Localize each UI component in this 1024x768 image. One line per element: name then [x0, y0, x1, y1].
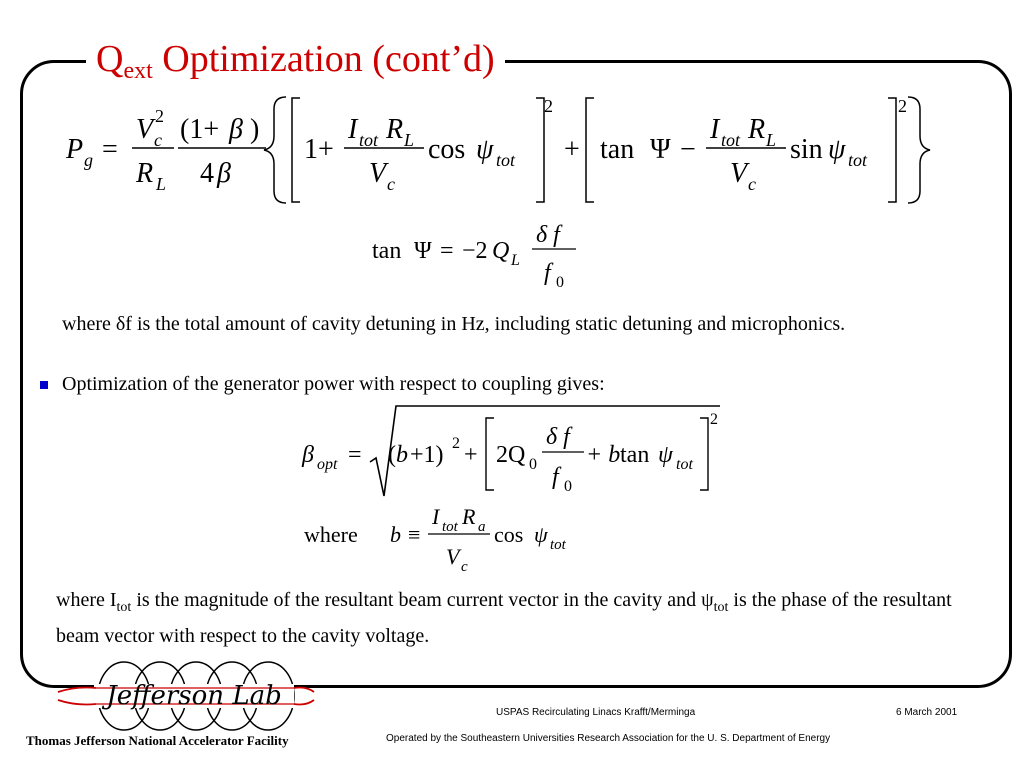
svg-text:1+: 1+ — [304, 134, 334, 165]
footer-operated: Operated by the Southeastern Universities Research Association for the U. S. Department of Energy — [386, 733, 831, 744]
svg-text:β: β — [229, 114, 243, 145]
svg-text:tot: tot — [442, 519, 458, 535]
tanpsi-equation — [372, 218, 592, 298]
svg-text:L: L — [156, 174, 167, 194]
svg-text:cos: cos — [494, 522, 524, 547]
svg-text:Q: Q — [492, 238, 510, 264]
svg-text:4: 4 — [200, 158, 214, 189]
svg-text:2Q: 2Q — [496, 442, 526, 468]
svg-text:tot: tot — [848, 150, 868, 170]
svg-text:+: + — [564, 134, 580, 165]
svg-text:L: L — [766, 130, 777, 150]
svg-text:tan: tan — [600, 134, 635, 165]
svg-text:0: 0 — [529, 456, 537, 473]
svg-text:(: ( — [388, 442, 396, 468]
svg-text:V: V — [446, 544, 460, 569]
svg-text:Ψ: Ψ — [414, 238, 432, 264]
svg-text:V: V — [369, 158, 387, 189]
svg-text:ψ: ψ — [476, 134, 494, 165]
svg-text:tot: tot — [721, 130, 741, 150]
svg-text:+ b: + b — [586, 442, 621, 468]
svg-text:−: − — [680, 134, 696, 165]
svg-text:tot: tot — [496, 150, 516, 170]
svg-text:+1): +1) — [410, 442, 444, 468]
svg-text:a: a — [478, 519, 486, 535]
svg-text:ψ: ψ — [828, 134, 846, 165]
svg-text:2: 2 — [155, 106, 164, 126]
facility-name: Thomas Jefferson National Accelerator Facility — [26, 733, 289, 748]
svg-text:=: = — [348, 442, 362, 468]
svg-text:ψ: ψ — [534, 522, 548, 547]
svg-text:V: V — [730, 158, 748, 189]
svg-text:c: c — [748, 174, 756, 194]
slide-title: $Q_{ext}$ Optimization (cont’d) — [86, 36, 505, 94]
svg-text:c: c — [387, 174, 395, 194]
svg-text:=: = — [102, 134, 118, 165]
b-definition-equation — [304, 502, 584, 578]
svg-text:L: L — [404, 130, 415, 150]
svg-text:=: = — [440, 238, 454, 264]
svg-text:c: c — [154, 130, 162, 150]
footer-date: 6 March 2001 — [896, 707, 958, 718]
svg-text:I: I — [710, 114, 720, 145]
svg-text:R: R — [462, 504, 476, 529]
svg-text:+: + — [464, 442, 478, 468]
bullet-square-icon — [40, 381, 48, 389]
svg-text:0: 0 — [556, 274, 564, 291]
svg-text:V: V — [136, 114, 154, 145]
svg-text:0: 0 — [564, 478, 572, 495]
bullet-optimization: Optimization of the generator power with respect to coupling gives: — [62, 373, 605, 395]
svg-text:b: b — [396, 442, 408, 468]
svg-text:β: β — [302, 442, 314, 468]
svg-text:R: R — [748, 114, 766, 145]
svg-text:tot: tot — [550, 537, 566, 553]
svg-text:f: f — [544, 260, 551, 286]
svg-text:I: I — [348, 114, 358, 145]
svg-text:tot: tot — [676, 456, 693, 473]
svg-text:β: β — [217, 158, 231, 189]
detuning-paragraph: where δf is the total amount of cavity detuning in Hz, including static detuning and microphonics. — [62, 313, 846, 335]
final-paragraph: where $I_{tot}$ is the magnitude of the resultant beam current vector in the cavity and $\psi_{tot}$ is the phase of the resultant beam vector with respect to the cavity voltage. — [56, 589, 952, 647]
svg-text:L: L — [511, 252, 520, 269]
svg-text:R: R — [386, 114, 404, 145]
svg-text:cos: cos — [428, 134, 466, 165]
svg-text:sin: sin — [790, 134, 823, 165]
beta-opt-equation — [300, 400, 740, 500]
svg-text:(1+: (1+ — [180, 114, 220, 145]
svg-text:≡: ≡ — [408, 522, 421, 547]
svg-text:f: f — [552, 464, 559, 490]
svg-text:2: 2 — [898, 96, 907, 116]
svg-text:): ) — [250, 114, 260, 145]
jefferson-lab-logo — [56, 656, 316, 736]
svg-text:I: I — [432, 504, 440, 529]
svg-text:tan: tan — [372, 238, 402, 264]
svg-text:tan: tan — [620, 442, 650, 468]
svg-text:R: R — [136, 158, 154, 189]
svg-text:c: c — [461, 559, 468, 575]
footer-course: USPAS Recirculating Linacs Krafft/Merminga — [496, 707, 696, 718]
svg-text:2: 2 — [544, 96, 553, 116]
svg-text:ψ: ψ — [658, 442, 673, 468]
svg-text:Ψ: Ψ — [650, 134, 671, 165]
svg-text:where: where — [304, 522, 358, 547]
svg-text:g: g — [84, 150, 93, 170]
svg-text:P: P — [66, 134, 84, 165]
svg-text:b: b — [390, 522, 401, 547]
svg-text:opt: opt — [317, 456, 338, 473]
svg-text:δ f: δ f — [536, 222, 560, 248]
svg-text:2: 2 — [452, 435, 460, 452]
pg-equation — [60, 92, 940, 207]
svg-text:2: 2 — [710, 411, 718, 428]
svg-text:−2: −2 — [462, 238, 488, 264]
svg-text:δ f: δ f — [546, 424, 570, 450]
svg-text:tot: tot — [359, 130, 379, 150]
svg-text:Jefferson Lab: Jefferson Lab — [106, 681, 282, 711]
